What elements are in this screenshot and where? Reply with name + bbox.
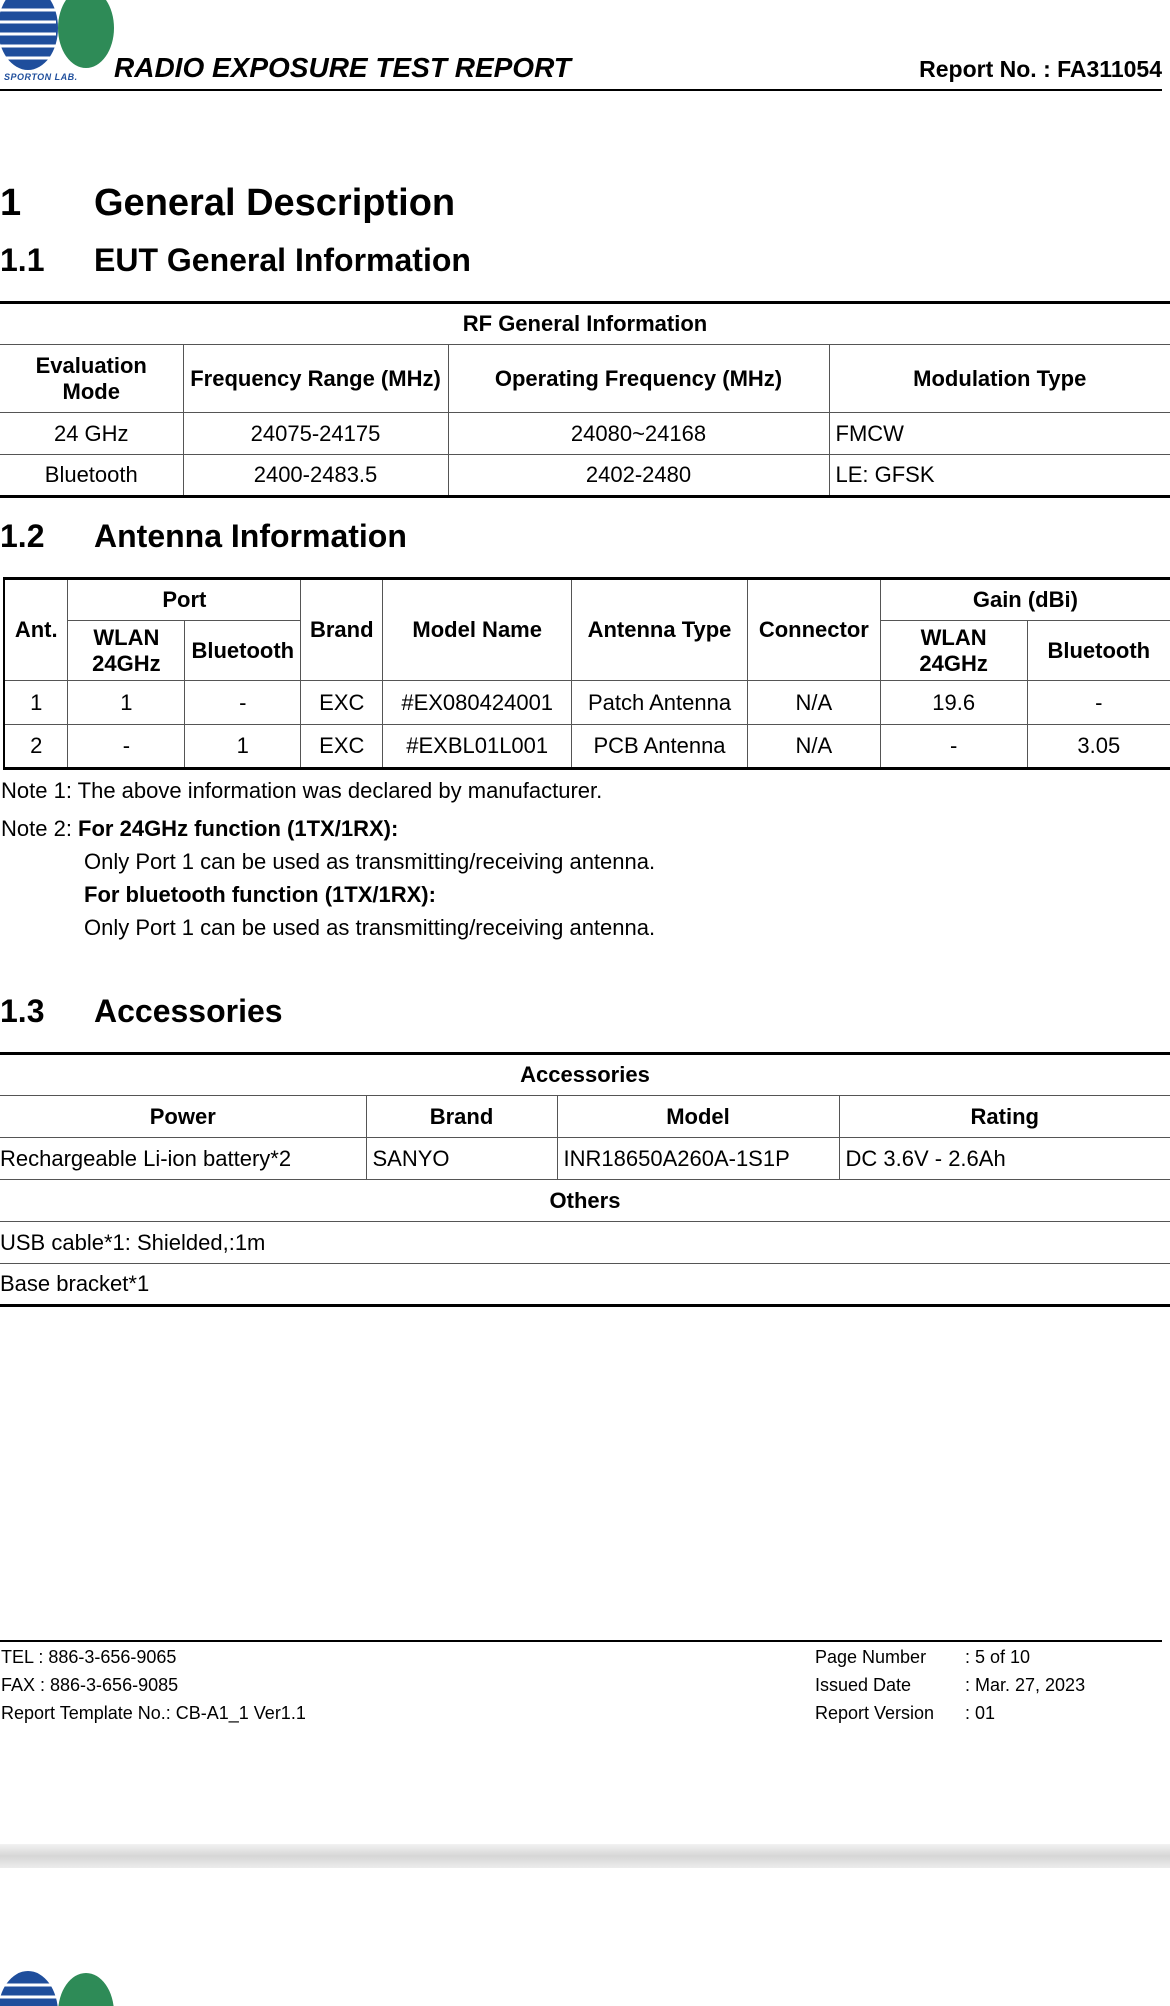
footer-page-label: Page Number (815, 1647, 927, 1667)
table-caption: Others (0, 1180, 1170, 1222)
table-cell: SANYO (366, 1138, 557, 1180)
table-cell: Rechargeable Li-ion battery*2 (0, 1138, 366, 1180)
table-caption: RF General Information (0, 303, 1170, 345)
table-cell: 24 GHz (0, 413, 183, 455)
footer-fax: FAX : 886-3-656-9085 (1, 1675, 179, 1695)
footer-version-label: Report Version (815, 1703, 935, 1723)
sporton-logo (0, 1955, 118, 2006)
note-2-text-bluetooth: Only Port 1 can be used as transmitting/receiving antenna. (84, 915, 656, 940)
antenna-info-table (3, 577, 1170, 770)
table-cell: LE: GFSK (829, 455, 1170, 497)
section-1-1-heading (0, 242, 471, 279)
table-row (0, 1222, 1170, 1264)
section-1-3-heading (0, 993, 283, 1030)
logo-text: SPORTON LAB. (4, 72, 78, 82)
column-header: Bluetooth (1027, 621, 1170, 681)
table-cell: DC 3.6V - 2.6Ah (839, 1138, 1170, 1180)
table-cell: - (1027, 681, 1170, 725)
footer-template: Report Template No.: CB-A1_1 Ver1.1 (1, 1703, 306, 1723)
note-2-text-24ghz: Only Port 1 can be used as transmitting/receiving antenna. (84, 849, 656, 874)
footer-divider (0, 1640, 1162, 1642)
table-cell: #EX080424001 (383, 681, 572, 725)
table-cell: 2402-2480 (448, 455, 829, 497)
note-1: Note 1: The above information was declared by manufacturer. (1, 778, 603, 803)
column-header: Ant. (4, 579, 68, 681)
column-header: Rating (839, 1096, 1170, 1138)
table-row (4, 725, 1170, 769)
footer-tel: TEL : 886-3-656-9065 (1, 1647, 177, 1667)
footer-page-value: : 5 of 10 (965, 1647, 1031, 1667)
table-cell: 1 (4, 681, 68, 725)
table-cell: - (185, 681, 301, 725)
column-header: Port (68, 579, 301, 621)
table-cell: INR18650A260A-1S1P (557, 1138, 839, 1180)
table-row (0, 1264, 1170, 1306)
table-cell: Patch Antenna (572, 681, 748, 725)
section-title: Accessories (94, 993, 283, 1029)
table-cell: 3.05 (1027, 725, 1170, 769)
column-header: Connector (747, 579, 880, 681)
rf-general-table (0, 301, 1170, 498)
table-cell: #EXBL01L001 (383, 725, 572, 769)
column-header: WLAN 24GHz (68, 621, 185, 681)
table-row (0, 1138, 1170, 1180)
note-2-heading-24ghz: For 24GHz function (1TX/1RX): (78, 816, 399, 841)
footer-issued-value: : Mar. 27, 2023 (965, 1675, 1086, 1695)
table-cell: PCB Antenna (572, 725, 748, 769)
table-cell: EXC (301, 725, 383, 769)
table-row (0, 413, 1170, 455)
table-caption: Accessories (0, 1054, 1170, 1096)
table-cell: 24075-24175 (183, 413, 448, 455)
column-header: Operating Frequency (MHz) (448, 345, 829, 413)
note-2 (1, 816, 398, 842)
table-cell: USB cable*1: Shielded,:1m (0, 1222, 1170, 1264)
table-cell: N/A (747, 681, 880, 725)
footer-version-value: : 01 (965, 1703, 996, 1723)
accessories-table (0, 1052, 1170, 1307)
column-header: Antenna Type (572, 579, 748, 681)
section-title: EUT General Information (94, 242, 471, 278)
table-cell: EXC (301, 681, 383, 725)
column-header: Model (557, 1096, 839, 1138)
report-number: Report No. : FA311054 (919, 56, 1162, 82)
table-row (4, 681, 1170, 725)
section-1-heading (0, 182, 455, 225)
table-cell: 24080~24168 (448, 413, 829, 455)
table-row (0, 455, 1170, 497)
section-number: 1.3 (0, 993, 45, 1029)
column-header: Gain (dBi) (880, 579, 1170, 621)
section-title: Antenna Information (94, 518, 407, 554)
column-header: Brand (366, 1096, 557, 1138)
column-header: Power (0, 1096, 366, 1138)
table-cell: 1 (185, 725, 301, 769)
note-2-label: Note 2: (1, 816, 79, 841)
note-2-heading-bluetooth: For bluetooth function (1TX/1RX): (84, 882, 436, 907)
report-title: RADIO EXPOSURE TEST REPORT (114, 52, 571, 83)
table-cell: 19.6 (880, 681, 1027, 725)
section-number: 1 (0, 182, 22, 224)
table-cell: 1 (68, 681, 185, 725)
column-header: WLAN 24GHz (880, 621, 1027, 681)
column-header: Model Name (383, 579, 572, 681)
footer-issued-label: Issued Date (815, 1675, 912, 1695)
column-header: Frequency Range (MHz) (183, 345, 448, 413)
header-divider (0, 89, 1162, 91)
table-cell: 2400-2483.5 (183, 455, 448, 497)
table-cell: Bluetooth (0, 455, 183, 497)
page-separator (0, 1844, 1170, 1868)
table-cell: N/A (747, 725, 880, 769)
table-cell: 2 (4, 725, 68, 769)
column-header: Bluetooth (185, 621, 301, 681)
column-header: Evaluation Mode (0, 345, 183, 413)
table-cell: Base bracket*1 (0, 1264, 1170, 1306)
table-cell: - (880, 725, 1027, 769)
table-cell: - (68, 725, 185, 769)
column-header: Modulation Type (829, 345, 1170, 413)
section-1-2-heading (0, 518, 407, 555)
section-number: 1.2 (0, 518, 45, 554)
column-header: Brand (301, 579, 383, 681)
section-title: General Description (94, 182, 456, 224)
table-cell: FMCW (829, 413, 1170, 455)
section-number: 1.1 (0, 242, 45, 278)
